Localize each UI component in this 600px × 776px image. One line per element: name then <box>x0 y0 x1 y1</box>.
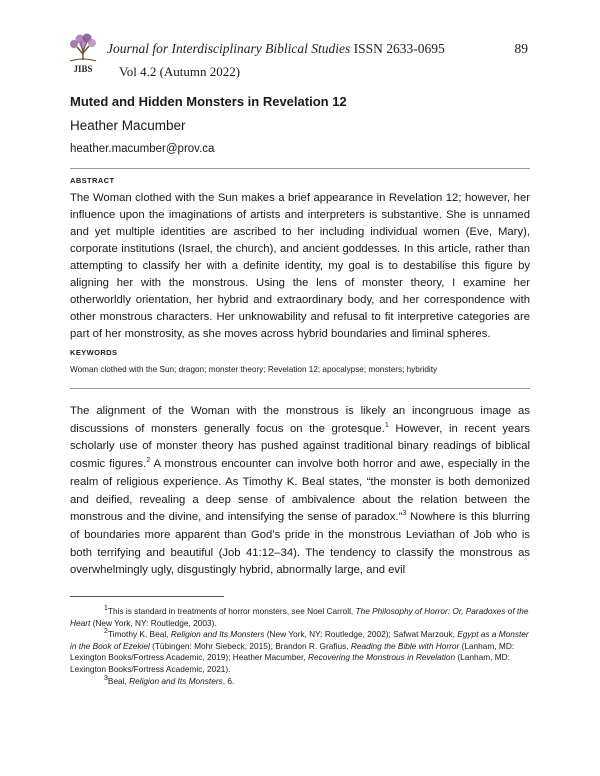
journal-issn: ISSN 2633-0695 <box>350 41 445 56</box>
article-title: Muted and Hidden Monsters in Revelation 12 <box>70 94 347 109</box>
body-text-2: However, in recent years scholarly use of monster theory has pushed against traditional binary readings of biblical cosmic figures. <box>70 422 530 471</box>
author-name: Heather Macumber <box>70 118 186 133</box>
body-text-1: The alignment of the Woman with the monstrous is likely an incongruous image as discussions of monsters generally focus on the grotesque. <box>70 405 530 435</box>
keywords-heading: KEYWORDS <box>70 348 118 357</box>
body-text-4: Nowhere is this blurring of boundaries more apparent than God’s pride in the monstrous Leviathan of Job who is both terrifying and beautiful (Job 41:12–34). The tendency to classify the monstrous as overwhelmingly ugly, disgustingly hybrid, abnormally large, and evil <box>70 511 530 577</box>
footnote-title: Religion and Its Monsters <box>129 675 223 686</box>
footnote-title: Religion and Its Monsters <box>170 629 265 640</box>
footnote-ref-2[interactable]: 2 <box>146 457 151 465</box>
footnote-ref-1[interactable]: 1 <box>384 421 389 429</box>
footnotes <box>70 606 530 687</box>
divider-bottom <box>70 388 530 389</box>
abstract-text: The Woman clothed with the Sun makes a brief appearance in Revelation 12; however, her influence upon the imaginations of artists and interpreters is substantive. She is unnamed and yet multiple identities are ascribed to her including individual women (Eve, Mary), corporate institutions (Israel, the church), and ancient goddesses. In this article, rather than attempting to classify her with a definite identity, my goal is to destabilise this figure by aligning her with the monstrous. Using the lens of monster theory, I examine her otherworldly orientation, her hybrid and extraordinary body, and her correspondence with other monstrous characters. Her unknowability and refusal to fit interpretive categories are part of her monstrosity, as she moves across hybrid boundaries and liminal spheres. <box>70 192 530 340</box>
body-text-3: A monstrous encounter can involve both horror and awe, especially in the realm of religious experience. As Timothy K. Beal states, “the monster is both demonized and deified, revealing a deep sense of ambivalence about the relation between the monstrous and the divine, and intensifying the sense of paradox.” <box>70 458 530 524</box>
author-email[interactable]: heather.macumber@prov.ca <box>70 143 215 155</box>
footnote-text: (New York, NY: Routledge, 2003). <box>90 617 217 628</box>
tree-icon <box>70 34 96 62</box>
footnote-mark: 3 <box>104 674 108 682</box>
logo-text: JIBS <box>73 64 93 74</box>
footnote-mark: 2 <box>104 628 108 636</box>
footnote-title: The Philosophy of Horror: Or, Paradoxes of the Heart <box>70 606 529 628</box>
footnote-1 <box>70 606 530 629</box>
footnote-title: Egypt as a Monster in the Book of Ezekiel <box>70 629 529 651</box>
footnote-title: Recovering the Monstrous in Revelation <box>307 652 456 663</box>
abstract-heading: ABSTRACT <box>70 176 115 185</box>
divider-top <box>70 168 530 169</box>
footnote-2 <box>70 629 530 675</box>
page-number: 89 <box>514 41 528 56</box>
footnote-3 <box>70 676 530 688</box>
footnote-text: This is standard in treatments of horror monsters, see Noel Carroll, <box>107 606 356 616</box>
footnote-text: (Tübingen: Mohr Siebeck, 2015); Brandon R. Grafius, <box>149 640 351 651</box>
journal-title: Journal for Interdisciplinary Biblical Studies <box>107 41 351 56</box>
footnote-text: (New York, NY: Routledge, 2002); Safwat Marzouk, <box>264 629 458 640</box>
volume-info: Vol 4.2 (Autumn 2022) <box>119 64 241 79</box>
journal-header <box>107 41 445 57</box>
footnote-text: , 6. <box>222 675 235 686</box>
footnote-ref-3[interactable]: 3 <box>402 510 407 518</box>
footnote-text: Timothy K. Beal, <box>107 629 171 640</box>
footnote-text: Beal, <box>107 675 130 686</box>
keywords-text: Woman clothed with the Sun; dragon; monster theory; Revelation 12; apocalypse; monsters; hybridity <box>70 365 438 374</box>
body-paragraph <box>70 403 530 580</box>
footnote-text: (Lanham, MD: Lexington Books/Fortress Academic, 2019); Heather Macumber, <box>70 640 515 663</box>
jibs-logo <box>62 30 104 76</box>
footnote-mark: 1 <box>104 605 108 613</box>
footnote-text: (Lanham, MD: Lexington Books/Fortress Academic, 2021). <box>70 652 510 674</box>
footnote-title: Reading the Bible with Horror <box>350 640 460 651</box>
footnote-divider <box>70 596 224 597</box>
